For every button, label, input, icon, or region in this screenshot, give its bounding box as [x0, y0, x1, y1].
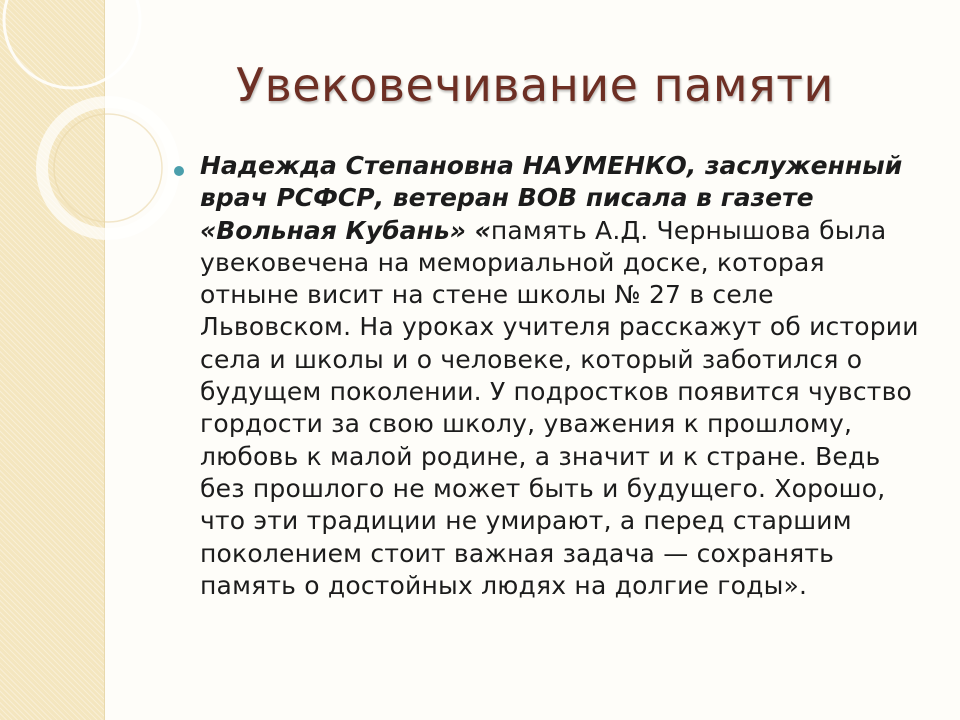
bullet-item — [170, 150, 930, 602]
slide-title: Увековечивание памяти — [236, 58, 834, 112]
bullet-lead-text: Надежда Степановна НАУМЕНКО, заслуженный врач РСФСР, ветеран ВОВ писала в газете «Вольная Кубань» « — [200, 151, 903, 245]
bullet-text — [200, 150, 930, 602]
bullet-body-text: память А.Д. Чернышова была увековечена на мемориальной доске, которая отныне висит на стене школы № 27 в селе Львовском. На уроках учителя расскажут об истории села и школы и о человеке, который заботился о будущем поколении. У подростков появится чувство гордости за свою школу, уважения к прошлому, любовь к малой родине, а значит и к стране. Ведь без прошлого не может быть и будущего. Хорошо, что эти традиции не умирают, а перед старшим поколением стоит важная задача — сохранять память о достойных людях на долгие годы». — [200, 215, 919, 600]
bullet-dot-icon — [174, 166, 184, 176]
